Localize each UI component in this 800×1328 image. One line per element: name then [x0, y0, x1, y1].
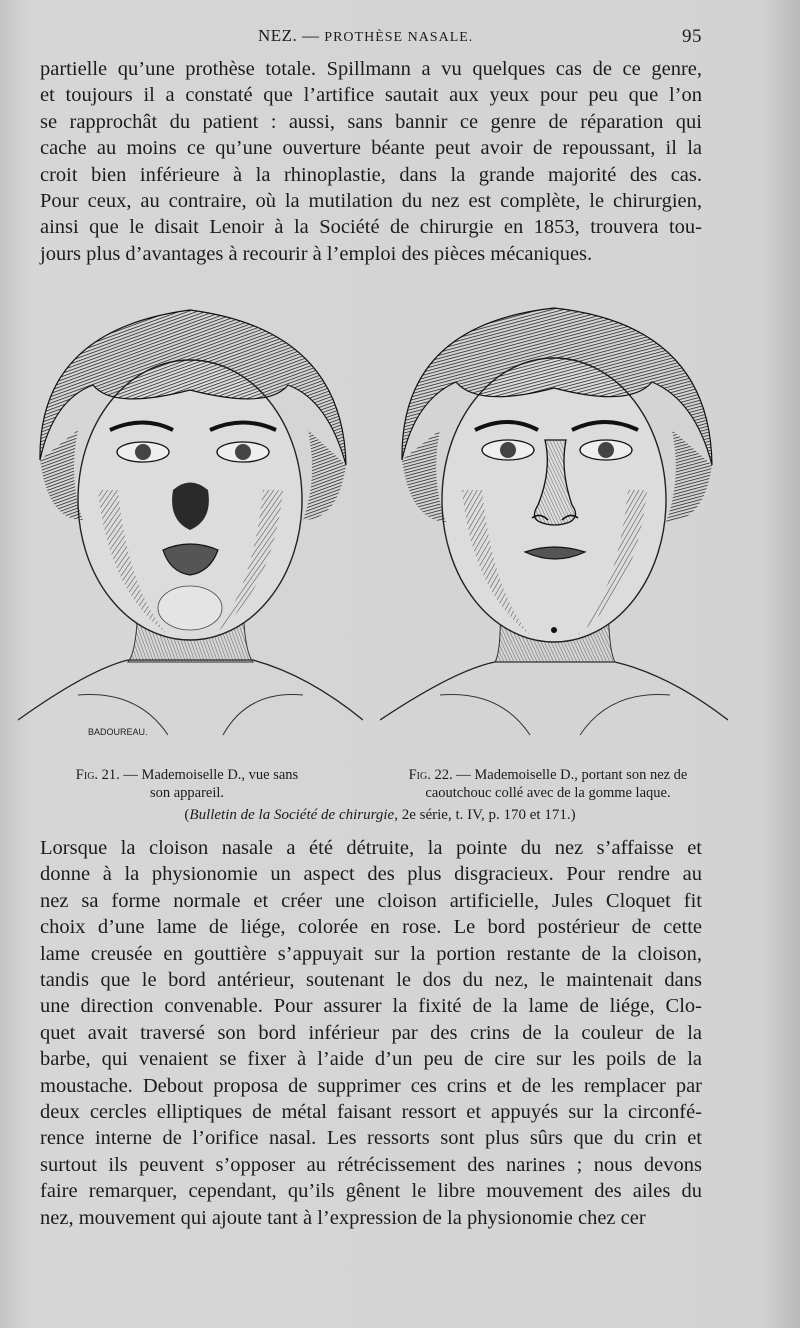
text-line: faire remarquer, cependant, qu’ils gênent le libre mouvement des ailes du: [40, 1180, 702, 1203]
citation-details: , 2e série, t. IV, p. 170 et 171.): [394, 807, 576, 823]
text-line: nez sa forme normale et créer une cloison artificielle, Jules Cloquet fit: [40, 889, 702, 912]
text-line: rence interne de l’orifice nasal. Les ressorts sont plus sûrs que du crin et: [40, 1127, 702, 1150]
caption-text: son appareil.: [149, 785, 225, 801]
text-line: jours plus d’avantages à recourir à l’emploi des pièces mécaniques.: [40, 242, 593, 265]
figure-22-caption: [382, 766, 714, 802]
figure-source-citation: (Bulletin de la Société de chirurgie, 2e série, t. IV, p. 170 et 171.): [184, 807, 576, 823]
text-line: quet avait traversé son bord inférieur par des crins de la couleur de la: [40, 1021, 702, 1044]
text-line: surtout ils peuvent s’opposer au rétrécissement des narines ; nous devons: [40, 1153, 702, 1176]
running-title: [258, 26, 473, 46]
running-title-main: NEZ. —: [258, 26, 320, 45]
text-line: deux cercles elliptiques de métal faisant ressort et appuyés sur la circonfé-: [40, 1101, 702, 1124]
figure-22-illustration: [380, 290, 728, 760]
text-line: Pour ceux, au contraire, où la mutilation du nez est complète, le chirurgien,: [40, 190, 702, 213]
running-title-sub: PROTHÈSE NASALE.: [324, 30, 474, 45]
caption-text: caoutchouc collé avec de la gomme laque.: [425, 785, 671, 801]
caption-text: — Mademoiselle D., portant son nez de: [456, 767, 688, 783]
journal-title: Bulletin de la Société de chirurgie: [189, 807, 395, 823]
text-line: moustache. Debout proposa de supprimer ces crins et de les remplacer par: [40, 1074, 702, 1097]
running-head: [40, 26, 702, 50]
paragraph-top: [40, 56, 702, 267]
engraver-signature: BADOUREAU.: [88, 727, 148, 737]
text-line: croit bien inférieure à la rhinoplastie, dans la grande majorité des cas.: [40, 163, 702, 186]
text-line: Lorsque la cloison nasale a été détruite, la pointe du nez s’affaisse et: [40, 837, 702, 859]
engraving-face-without-nose: [18, 290, 363, 760]
figure-21-caption: [44, 766, 330, 802]
text-line: barbe, qui venaient se fixer à l’aide d’un peu de cire sur les poils de la: [40, 1048, 702, 1071]
text-line: tandis que le bord antérieur, soutenant le dos du nez, le maintenait dans: [40, 969, 702, 992]
text-line: donne à la physionomie un aspect des plus disgracieux. Pour rendre au: [40, 863, 702, 886]
text-line: partielle qu’une prothèse totale. Spillmann a vu quelques cas de ce genre,: [40, 58, 702, 80]
engraving-face-with-prosthesis: [380, 290, 728, 760]
text-line: cache au moins ce qu’une ouverture béante peut avoir de repoussant, il la: [40, 137, 702, 160]
figure-21-illustration: [18, 290, 363, 760]
text-line: lame creusée en gouttière s’appuyait sur la portion restante de la cloison,: [40, 942, 702, 965]
caption-label: Fig. 22.: [408, 767, 453, 783]
caption-label: Fig. 21.: [75, 767, 120, 783]
text-line: ainsi que le disait Lenoir à la Société de chirurgie en 1853, trouvera tou-: [40, 216, 702, 239]
caption-text: — Mademoiselle D., vue sans: [123, 767, 299, 783]
text-line: une direction convenable. Pour assurer la fixité de la lame de liége, Clo-: [40, 995, 702, 1018]
text-line: nez, mouvement qui ajoute tant à l’expression de la physionomie chez cer: [40, 1206, 646, 1229]
text-line: choix d’une lame de liége, colorée en rose. Le bord postérieur de cette: [40, 916, 702, 939]
paragraph-bottom: [40, 835, 702, 1231]
text-line: se rapprochât du patient : aussi, sans bannir ce genre de réparation qui: [40, 110, 702, 133]
page-number: 95: [682, 26, 702, 47]
text-line: et toujours il a constaté que l’artifice sautait aux yeux pour peu que l’on: [40, 84, 702, 107]
